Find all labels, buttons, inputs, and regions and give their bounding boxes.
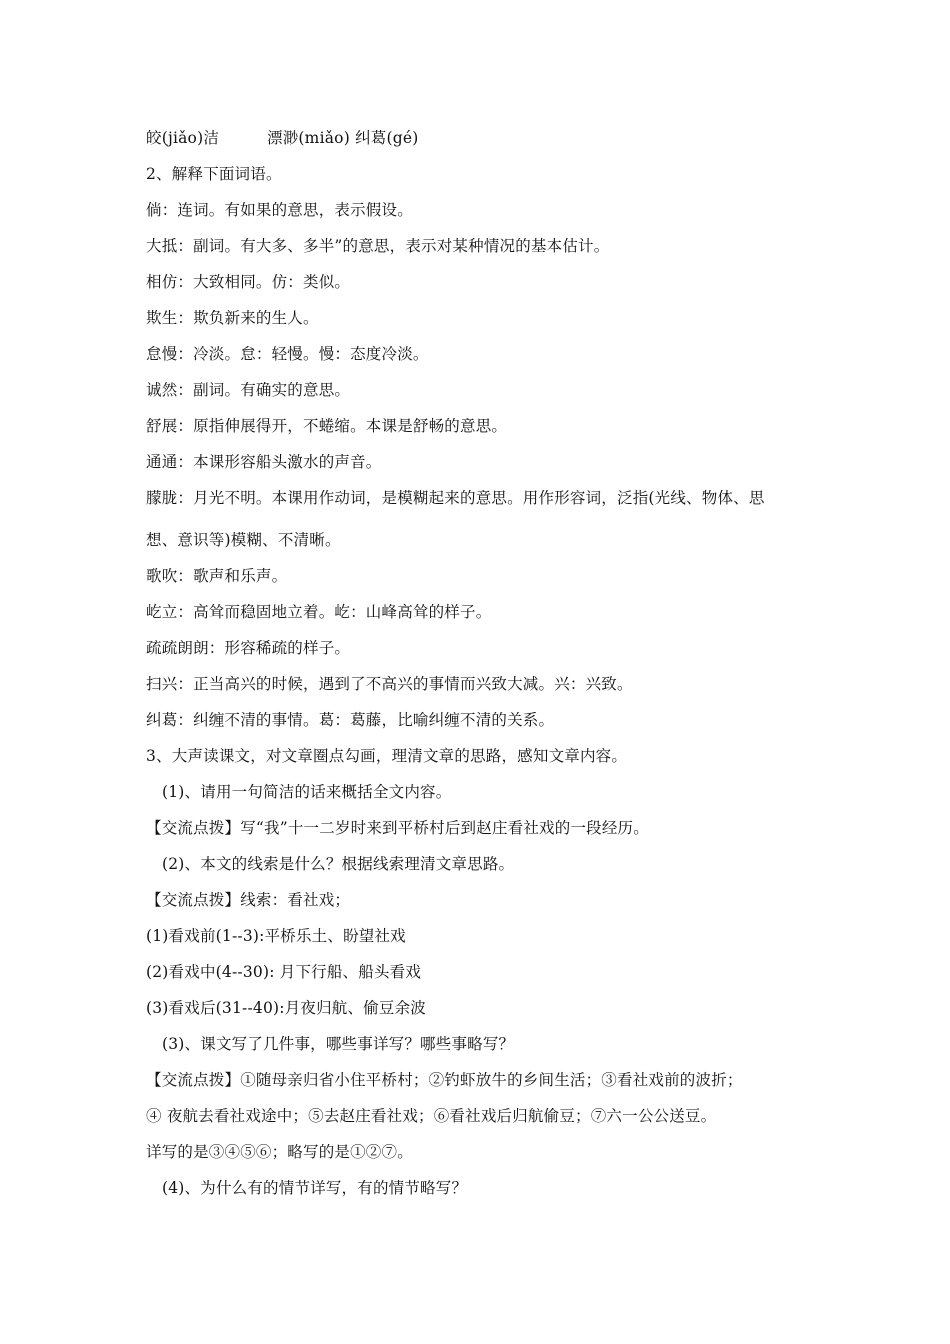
question-1: (1)、请用一句简洁的话来概括全文内容。 [162,783,452,801]
term-tongtong: 通通：本课形容船头激水的声音。 [146,453,382,471]
question-4: (4)、为什么有的情节详写，有的情节略写？ [162,1179,468,1197]
answer-3-part-1: 【交流点拨】①随母亲归省小住平桥村；②钓虾放牛的乡间生活；③看社戏前的波折； [146,1071,743,1089]
term-daiman: 怠慢：冷淡。怠：轻慢。慢：态度冷淡。 [146,345,429,363]
answer-3-part-2: ④ 夜航去看社戏途中；⑤去赵庄看社戏；⑥看社戏后归航偷豆；⑦六一公公送豆。 [146,1107,717,1125]
term-shushulanglang: 疏疏朗朗：形容稀疏的样子。 [146,639,351,657]
answer-2: 【交流点拨】线索：看社戏； [146,891,351,909]
term-menglong-cont: 想、意识等)模糊、不清晰。 [146,531,341,549]
outline-item-3: (3)看戏后(31--40):月夜归航、偷豆余波 [146,999,426,1017]
section-2-heading: 2、解释下面词语。 [146,165,282,183]
pinyin-jiaojie: 皎(jiǎo)洁 [146,129,220,147]
term-tang: 倘：连词。有如果的意思，表示假设。 [146,201,413,219]
pinyin-piaomiao-jiuge: 漂渺(miǎo) 纠葛(gé) [267,129,419,147]
term-saoxing: 扫兴：正当高兴的时候，遇到了不高兴的事情而兴致大减。兴：兴致。 [146,675,633,693]
term-jiuge: 纠葛：纠缠不清的事情。葛：葛藤，比喻纠缠不清的关系。 [146,711,555,729]
term-gechui: 歌吹：歌声和乐声。 [146,567,288,585]
term-yili: 屹立：高耸而稳固地立着。屹：山峰高耸的样子。 [146,603,492,621]
term-shuzhan: 舒展：原指伸展得开，不蜷缩。本课是舒畅的意思。 [146,417,508,435]
term-chengran: 诚然：副词。有确实的意思。 [146,381,351,399]
question-3: (3)、课文写了几件事，哪些事详写？哪些事略写？ [162,1035,515,1053]
pinyin-line [146,128,418,148]
term-menglong: 朦胧：月光不明。本课用作动词，是模糊起来的意思。用作形容词，泛指(光线、物体、思 [146,489,765,507]
term-dadi: 大抵：副词。有大多、多半”的意思，表示对某种情况的基本估计。 [146,237,610,255]
answer-3-summary: 详写的是③④⑤⑥；略写的是①②⑦。 [146,1143,413,1161]
outline-item-1: (1)看戏前(1--3):平桥乐土、盼望社戏 [146,927,406,945]
term-qisheng: 欺生：欺负新来的生人。 [146,309,319,327]
section-3-heading: 3、大声读课文，对文章圈点勾画，理清文章的思路，感知文章内容。 [146,747,628,765]
answer-1: 【交流点拨】写“我”十一二岁时来到平桥村后到赵庄看社戏的一段经历。 [146,819,649,837]
term-xiangfang: 相仿：大致相同。仿：类似。 [146,273,351,291]
question-2: (2)、本文的线索是什么？根据线索理清文章思路。 [162,855,515,873]
outline-item-2: (2)看戏中(4--30): 月下行船、船头看戏 [146,963,422,981]
